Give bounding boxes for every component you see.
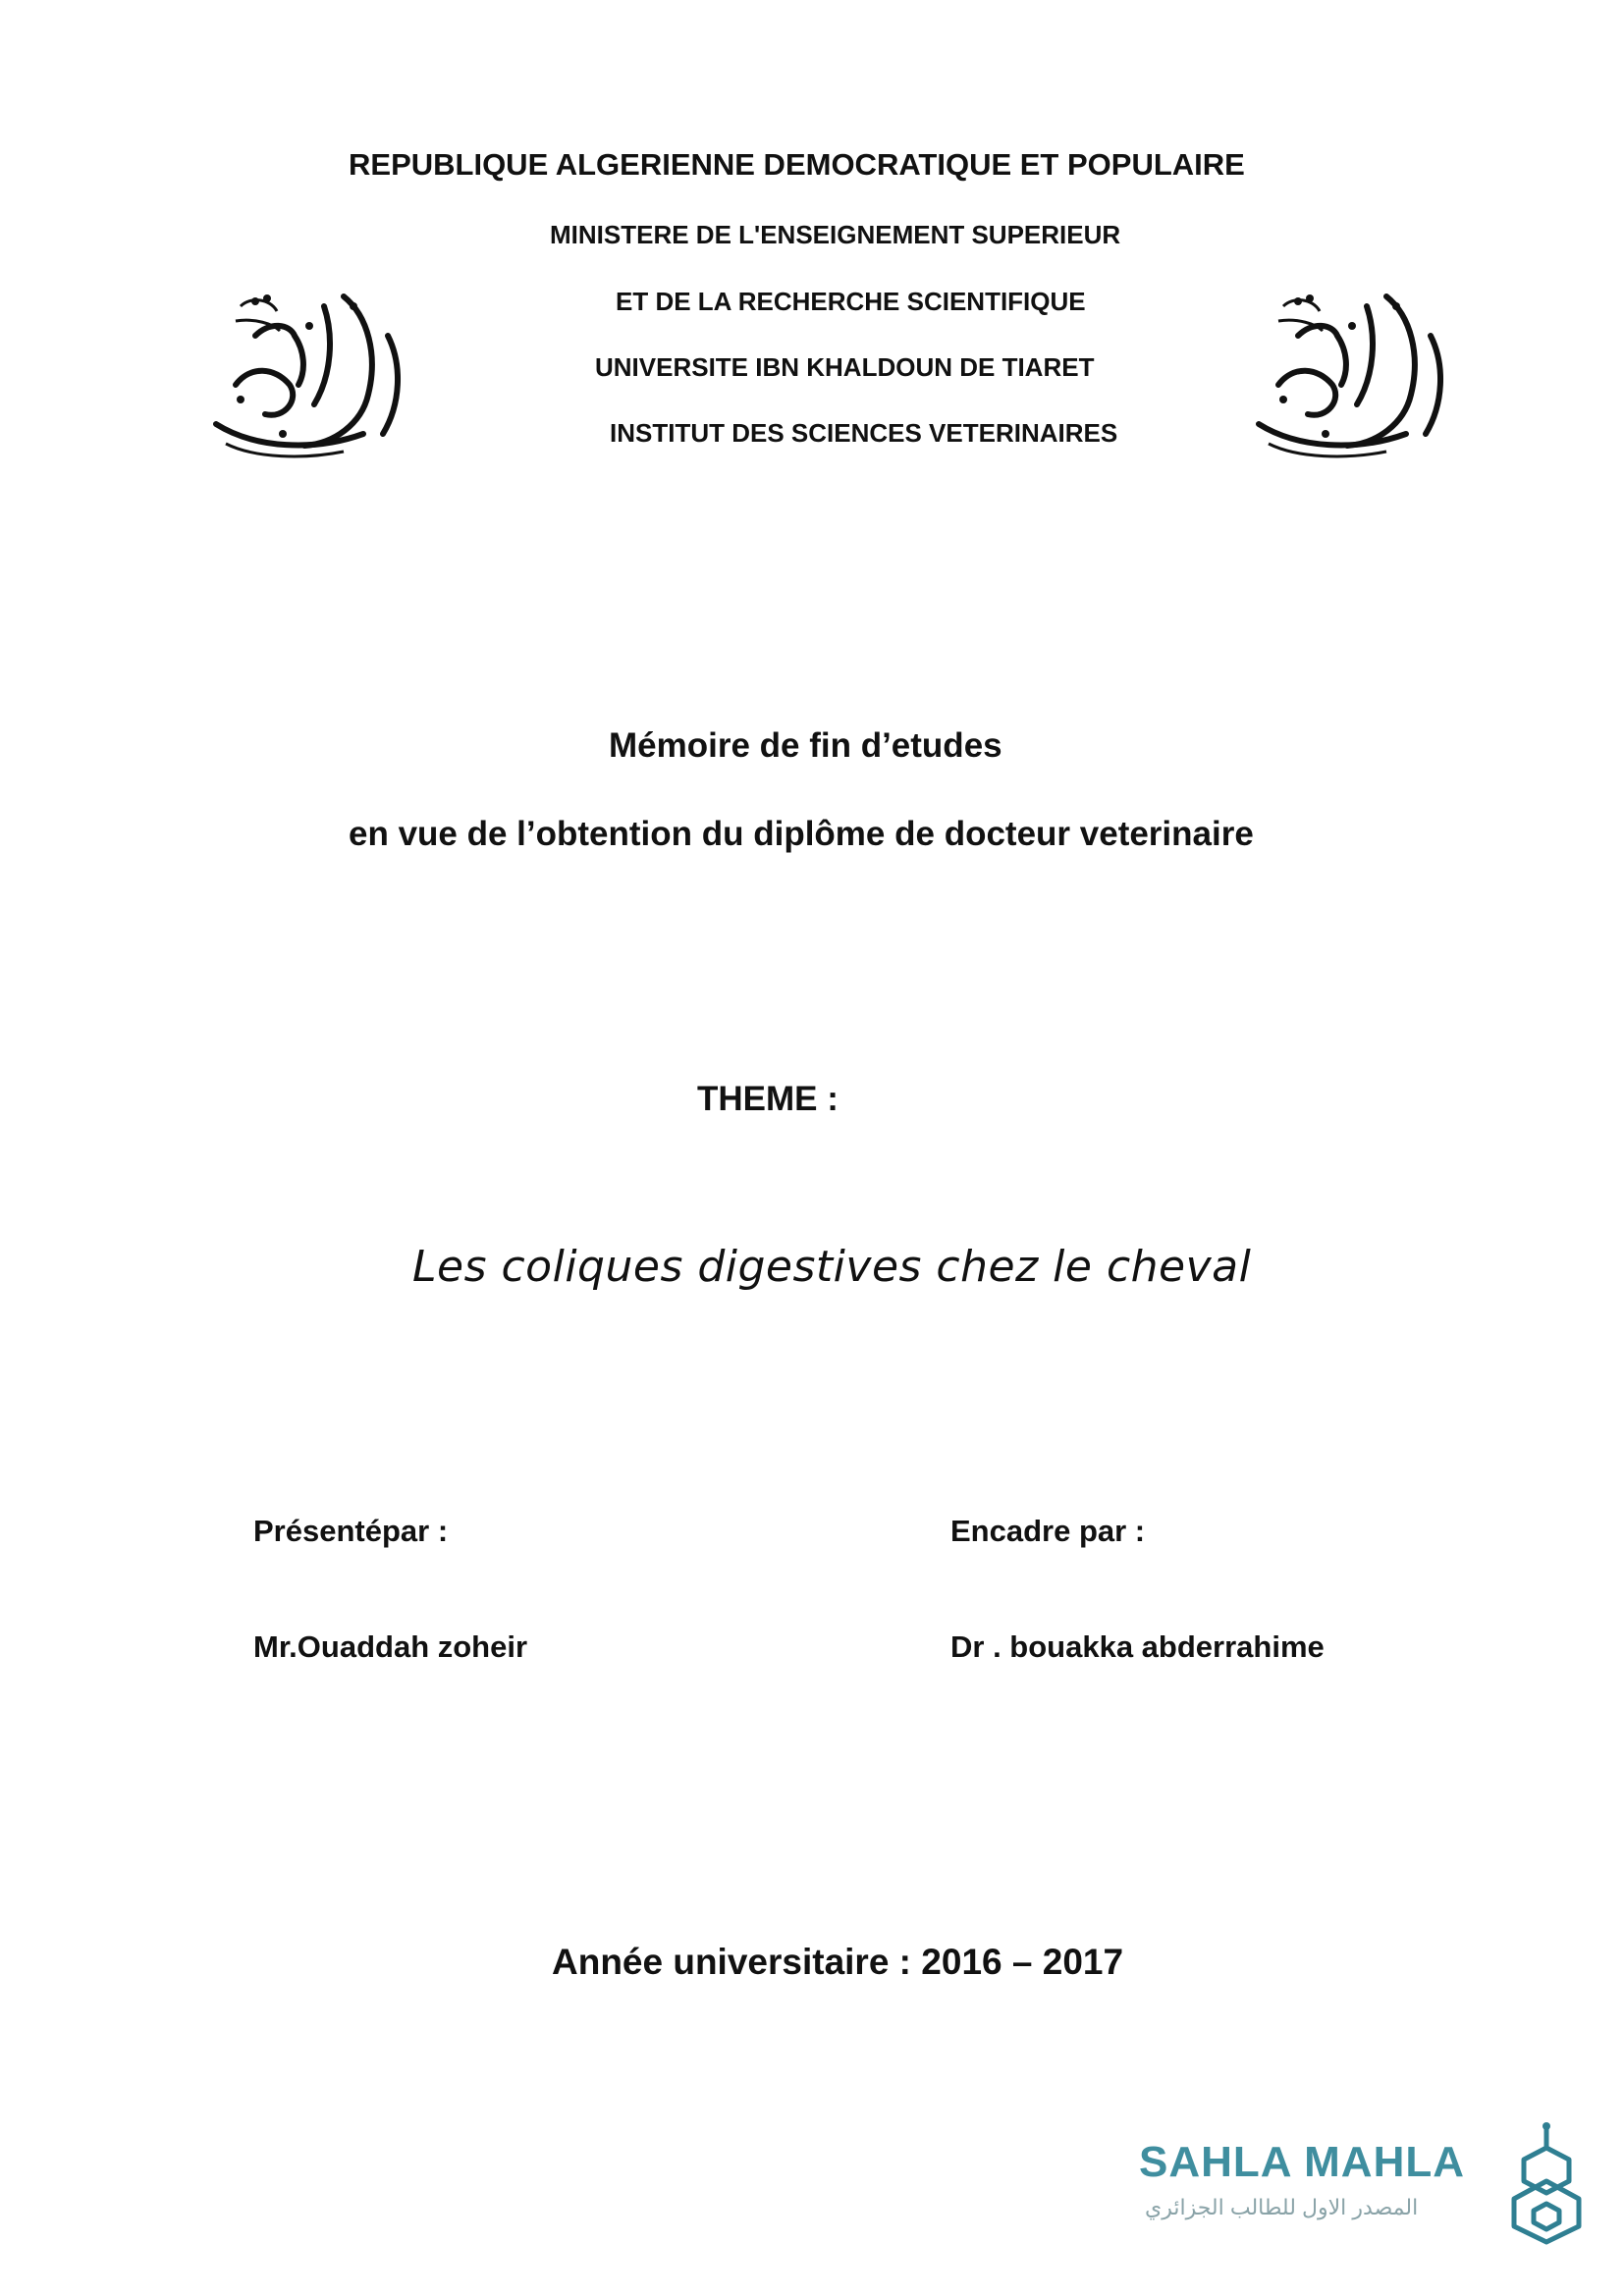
sahla-mahla-logo-icon	[1504, 2120, 1589, 2246]
header-republic: REPUBLIQUE ALGERIENNE DEMOCRATIQUE ET POPULAIRE	[349, 147, 1245, 182]
memoire-title: Mémoire de fin d’etudes	[609, 726, 1002, 765]
supervisor-name: Dr . bouakka abderrahime	[950, 1629, 1325, 1664]
supervisor-label: Encadre par :	[950, 1514, 1146, 1548]
university-seal-left-icon	[196, 277, 422, 463]
header-university: UNIVERSITE IBN KHALDOUN DE TIARET	[595, 352, 1095, 382]
header-institute: INSTITUT DES SCIENCES VETERINAIRES	[610, 418, 1118, 448]
header-ministry-line2: ET DE LA RECHERCHE SCIENTIFIQUE	[616, 287, 1086, 316]
watermark-brand: SAHLA MAHLA	[1139, 2138, 1465, 2186]
memoire-diploma: en vue de l’obtention du diplôme de docteur veterinaire	[349, 815, 1254, 853]
sahla-mahla-watermark	[1139, 2120, 1591, 2248]
presented-by-label: Présentépar :	[253, 1514, 449, 1548]
theme-label: THEME :	[697, 1080, 839, 1118]
university-seal-right-icon	[1239, 277, 1465, 463]
header-ministry-line1: MINISTERE DE L'ENSEIGNEMENT SUPERIEUR	[550, 220, 1121, 249]
watermark-subtitle: المصدر الاول للطالب الجزائري	[1145, 2195, 1419, 2219]
student-name: Mr.Ouaddah zoheir	[253, 1629, 528, 1664]
academic-year: Année universitaire : 2016 – 2017	[552, 1942, 1124, 1982]
thesis-title: Les coliques digestives chez le cheval	[412, 1242, 1252, 1292]
